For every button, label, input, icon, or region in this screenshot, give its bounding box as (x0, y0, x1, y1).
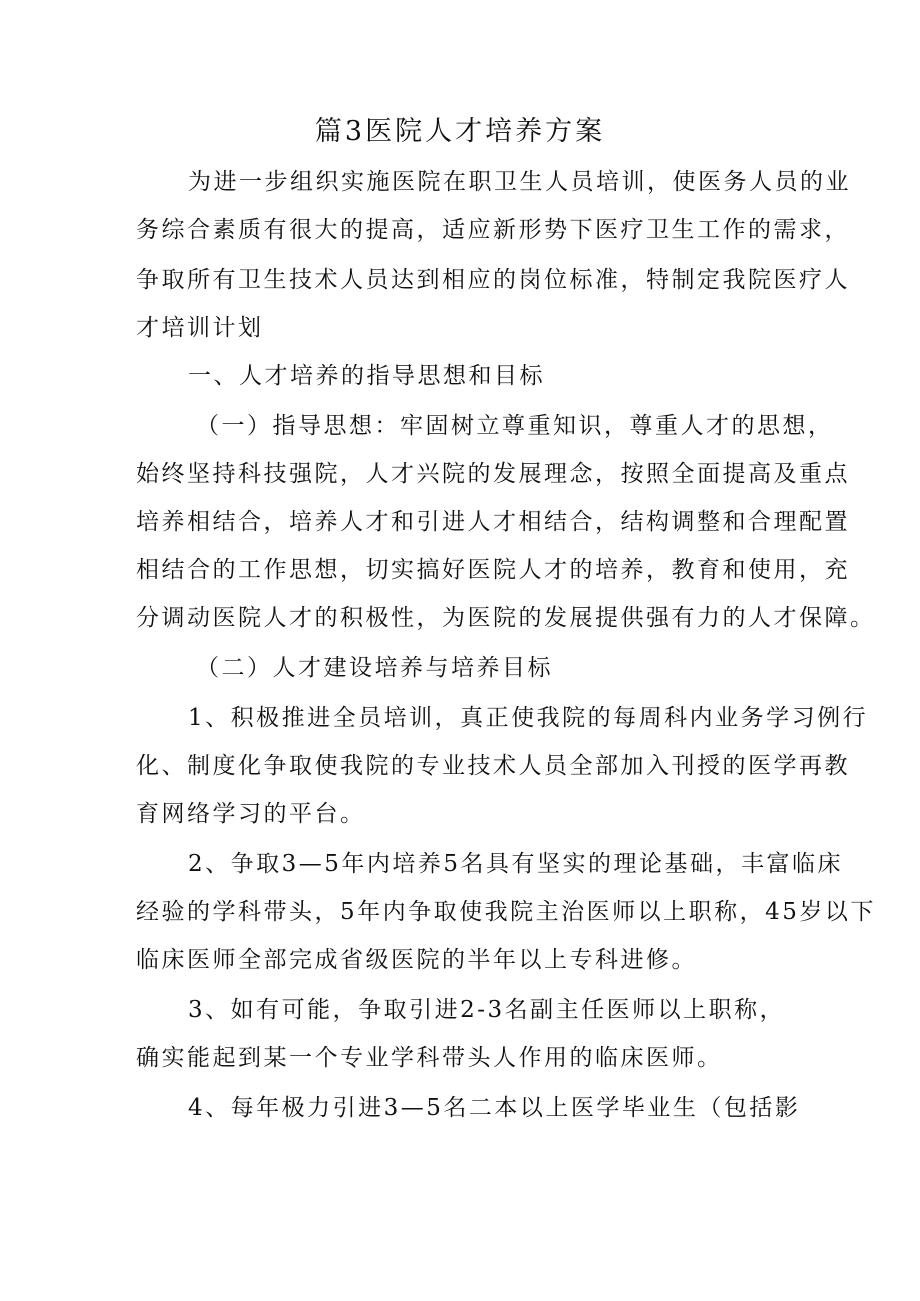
paragraph-line: 务综合素质有很大的提高，适应新形势下医疗卫生工作的需求， (136, 217, 850, 243)
paragraph-line: 相结合的工作思想，切实搞好医院人才的培养，教育和使用，充 (136, 557, 850, 583)
paragraph-line: 争取所有卫生技术人员达到相应的岗位标准，特制定我院医疗人 (136, 267, 850, 293)
paragraph-line: 才培训计划 (136, 315, 264, 341)
list-item-line: 3、如有可能，争取引进2-3名副主任医师以上职称， (188, 997, 786, 1023)
paragraph-line: 培养相结合，培养人才和引进人才相结合，结构调整和合理配置 (136, 509, 850, 535)
list-item-line: 2、争取3—5年内培养5名具有坚实的理论基础，丰富临床 (188, 851, 844, 877)
list-item-line: 1、积极推进全员培训，真正使我院的每周科内业务学习例行 (188, 705, 869, 731)
list-item-line: 育网络学习的平台。 (136, 801, 366, 827)
document-title: 篇3医院人才培养方案 (314, 116, 606, 147)
subsection-heading-line: （一）指导思想：牢固树立尊重知识，尊重人才的思想， (196, 413, 834, 439)
list-item-line: 经验的学科带头，5年内争取使我院主治医师以上职称，45岁以下 (136, 899, 876, 925)
section-heading: 一、人才培养的指导思想和目标 (188, 363, 545, 389)
list-item-line: 4、每年极力引进3—5名二本以上医学毕业生（包括影 (188, 1095, 801, 1121)
paragraph-line: 为进一步组织实施医院在职卫生人员培训，使医务人员的业 (188, 169, 851, 195)
list-item-line: 化、制度化争取使我院的专业技术人员全部加入刊授的医学再教 (136, 753, 850, 779)
paragraph-line: 分调动医院人才的积极性，为医院的发展提供强有力的人才保障。 (136, 605, 876, 631)
list-item-line: 确实能起到某一个专业学科带头人作用的临床医师。 (136, 1045, 723, 1071)
subsection-heading: （二）人才建设培养与培养目标 (196, 655, 553, 681)
paragraph-line: 始终坚持科技强院，人才兴院的发展理念，按照全面提高及重点 (136, 461, 850, 487)
list-item-line: 临床医师全部完成省级医院的半年以上专科进修。 (136, 947, 697, 973)
